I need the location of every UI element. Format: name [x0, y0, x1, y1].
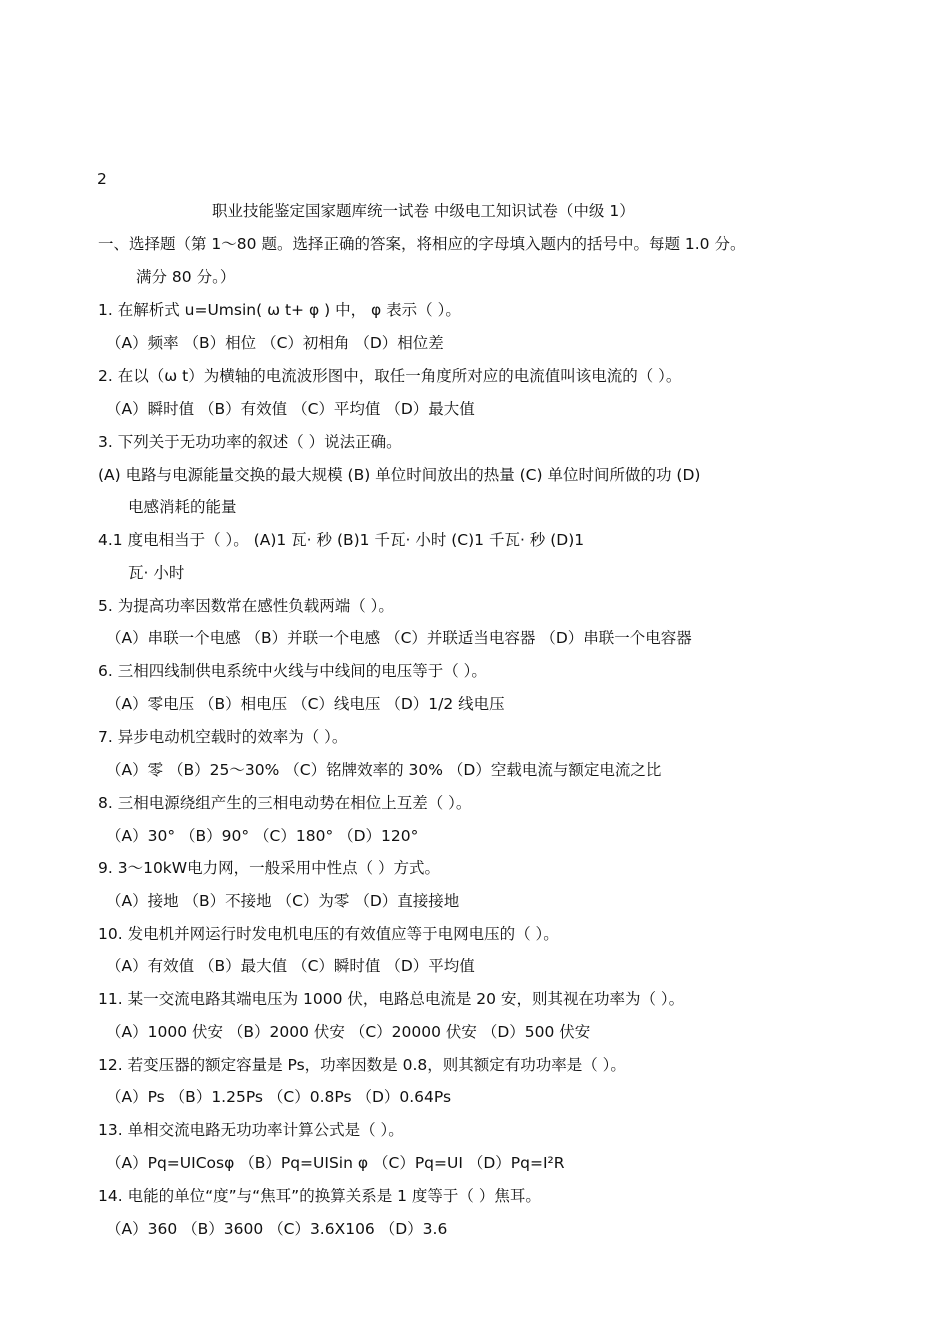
options-12: （A）Ps （B）1.25Ps （C）0.8Ps （D）0.64Ps	[106, 1088, 452, 1106]
question-5: 5. 为提高功率因数常在感性负载两端（ ）。	[98, 597, 394, 615]
options-2: （A）瞬时值 （B）有效值 （C）平均值 （D）最大值	[106, 400, 475, 418]
options-5: （A）串联一个电感 （B）并联一个电感 （C）并联适当电容器 （D）串联一个电容器	[106, 629, 692, 647]
options-6: （A）零电压 （B）相电压 （C）线电压 （D）1/2 线电压	[106, 695, 505, 713]
section-heading-continued: 满分 80 分。）	[136, 268, 236, 286]
question-4-continued: 瓦· 小时	[128, 564, 185, 582]
options-10: （A）有效值 （B）最大值 （C）瞬时值 （D）平均值	[106, 957, 475, 975]
question-1: 1. 在解析式 u=Umsin( ω t+ φ ) 中， φ 表示（ ）。	[98, 301, 461, 319]
options-11: （A）1000 伏安 （B）2000 伏安 （C）20000 伏安 （D）500 伏安	[106, 1023, 591, 1041]
options-14: （A）360 （B）3600 （C）3.6X106 （D）3.6	[106, 1220, 448, 1238]
question-2: 2. 在以（ω t）为横轴的电流波形图中，取任一角度所对应的电流值叫该电流的（ ）。	[98, 367, 682, 385]
question-7: 7. 异步电动机空载时的效率为（ ）。	[98, 728, 348, 746]
options-3-continued: 电感消耗的能量	[128, 498, 237, 516]
section-heading: 一、选择题（第 1～80 题。选择正确的答案，将相应的字母填入题内的括号中。每题 1.0 分。	[98, 235, 746, 253]
options-1: （A）频率 （B）相位 （C）初相角 （D）相位差	[106, 334, 444, 352]
question-11: 11. 某一交流电路其端电压为 1000 伏，电路总电流是 20 安，则其视在功率为（ ）。	[98, 990, 685, 1008]
question-3: 3. 下列关于无功功率的叙述（ ）说法正确。	[98, 433, 402, 451]
options-7: （A）零 （B）25～30% （C）铭牌效率的 30% （D）空载电流与额定电流之比	[106, 761, 662, 779]
question-4: 4.1 度电相当于（ ）。 (A)1 瓦· 秒 (B)1 千瓦· 小时 (C)1 千瓦· 秒 (D)1	[98, 531, 585, 549]
options-8: （A）30° （B）90° （C）180° （D）120°	[106, 827, 419, 845]
question-12: 12. 若变压器的额定容量是 Ps，功率因数是 0.8，则其额定有功功率是（ ）。	[98, 1056, 626, 1074]
options-3: (A) 电路与电源能量交换的最大规模 (B) 单位时间放出的热量 (C) 单位时间所做的功 (D)	[98, 466, 701, 484]
options-9: （A）接地 （B）不接地 （C）为零 （D）直接接地	[106, 892, 460, 910]
options-13: （A）Pq=UICosφ （B）Pq=UISin φ （C）Pq=UI （D）Pq=I²R	[106, 1154, 565, 1172]
question-6: 6. 三相四线制供电系统中火线与中线间的电压等于（ ）。	[98, 662, 487, 680]
question-13: 13. 单相交流电路无功功率计算公式是（ ）。	[98, 1121, 404, 1139]
question-8: 8. 三相电源绕组产生的三相电动势在相位上互差（ ）。	[98, 794, 472, 812]
question-9: 9. 3～10kW电力网，一般采用中性点（ ）方式。	[98, 859, 441, 877]
question-14: 14. 电能的单位“度”与“焦耳”的换算关系是 1 度等于（ ）焦耳。	[98, 1187, 541, 1205]
exam-title: 职业技能鉴定国家题库统一试卷 中级电工知识试卷（中级 1）	[212, 202, 635, 220]
page-number: 2	[97, 170, 107, 188]
question-10: 10. 发电机并网运行时发电机电压的有效值应等于电网电压的（ ）。	[98, 925, 559, 943]
